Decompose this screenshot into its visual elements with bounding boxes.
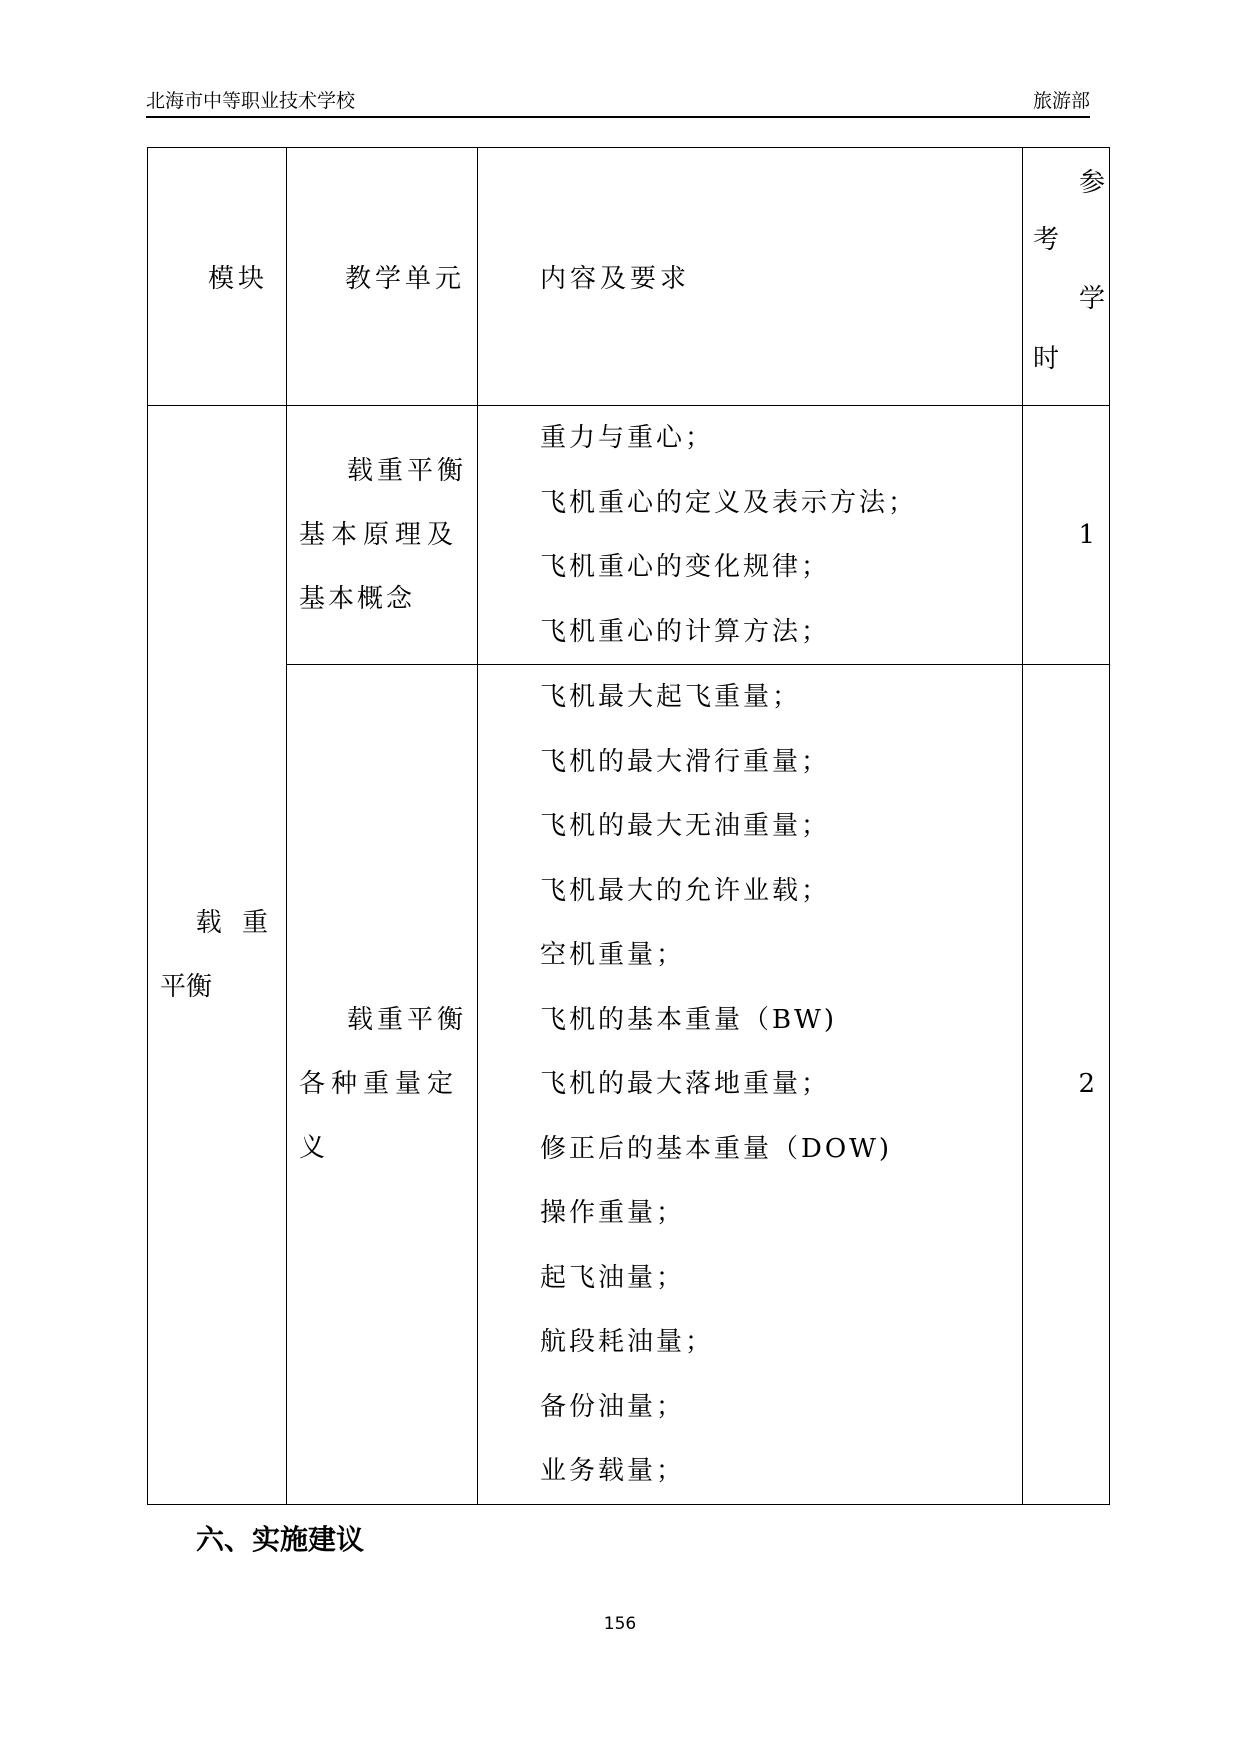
- school-name: 北海市中等职业技术学校: [146, 90, 356, 112]
- content-item: 起飞油量；: [540, 1262, 686, 1293]
- unit-line: 各种重量定: [299, 1069, 460, 1100]
- header-hours-char: 参: [1078, 168, 1105, 198]
- content-item: 修正后的基本重量（DOW): [540, 1133, 893, 1164]
- content-item: 飞机重心的变化规律；: [540, 552, 831, 582]
- unit-cell: [287, 406, 478, 665]
- table-row: [148, 406, 1110, 665]
- table-header-row: [148, 148, 1110, 406]
- content-item: 飞机重心的计算方法；: [540, 616, 831, 647]
- content-item: 航段耗油量；: [540, 1327, 715, 1357]
- content-item: 空机重量；: [540, 940, 686, 970]
- header-hours: [1023, 148, 1110, 406]
- content-item: 业务载量；: [540, 1456, 686, 1486]
- header-hours-char: 学: [1078, 284, 1105, 314]
- content-item: 飞机最大起飞重量；: [540, 682, 802, 712]
- content-item: 飞机最大的允许业载；: [540, 875, 831, 906]
- content-item: 飞机重心的定义及表示方法；: [540, 487, 918, 518]
- content-item: 操作重量；: [540, 1198, 686, 1228]
- page-header: [146, 86, 1090, 118]
- unit-line: 义: [299, 1133, 329, 1164]
- header-hours-char: 考: [1033, 225, 1060, 255]
- unit-cell: [287, 665, 478, 1505]
- unit-line: 基本原理及: [299, 520, 460, 550]
- hours-cell: 2: [1023, 665, 1110, 1505]
- hours-cell: 1: [1023, 406, 1110, 665]
- page-number: 156: [603, 1614, 637, 1634]
- module-line: 载 重: [195, 907, 274, 938]
- header-unit: 教学单元: [287, 148, 478, 406]
- module-cell: [148, 406, 287, 1505]
- section-heading: 六、实施建议: [196, 1523, 365, 1556]
- department-name: 旅游部: [1032, 90, 1090, 112]
- header-hours-char: 时: [1033, 344, 1060, 374]
- content-item: 重力与重心；: [540, 423, 715, 453]
- content-cell: [478, 406, 1023, 665]
- content-item: 备份油量；: [540, 1391, 686, 1422]
- module-line: 平衡: [160, 971, 213, 1002]
- unit-line: 基本概念: [299, 584, 416, 614]
- header-content: 内容及要求: [478, 148, 1023, 406]
- unit-line: 载重平衡: [346, 1005, 467, 1036]
- content-item: 飞机的最大落地重量；: [540, 1069, 831, 1099]
- table-row: [148, 665, 1110, 1505]
- curriculum-table: [147, 147, 1110, 1505]
- content-item: 飞机的最大滑行重量；: [540, 746, 831, 777]
- header-module: 模块: [148, 148, 287, 406]
- content-item: 飞机的基本重量（BW): [540, 1004, 837, 1035]
- unit-line: 载重平衡: [346, 456, 467, 486]
- content-cell: [478, 665, 1023, 1505]
- content-item: 飞机的最大无油重量；: [540, 811, 831, 841]
